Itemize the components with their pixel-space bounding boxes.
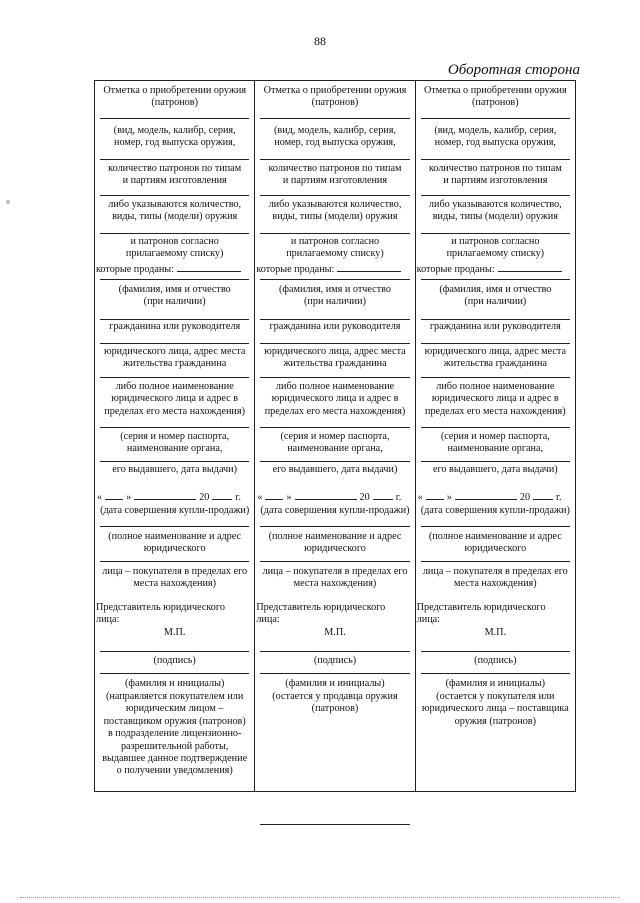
signature-caption: (подпись) (474, 655, 517, 666)
destination-note: оружия (патронов) (454, 715, 536, 727)
full-name-hint: юридического лица и адрес в (431, 393, 559, 405)
signature-line[interactable] (100, 651, 249, 652)
weapon-field-line[interactable] (100, 118, 249, 119)
destination-note: выдавшее данное подтверждение (102, 753, 248, 764)
date-month-field[interactable] (134, 490, 196, 500)
destination-note: (остается у продавца оружия (272, 691, 398, 702)
purchase-mark-column-2 (254, 81, 414, 791)
full-name-hint: либо полное наименование (436, 381, 555, 392)
passport-hint: (серия и номер паспорта, (280, 431, 390, 442)
sale-date-caption: (дата совершения купли-продажи) (420, 505, 570, 516)
list-field-line[interactable] (421, 233, 570, 234)
org-line[interactable] (421, 561, 570, 562)
quantity-hint: и партиям изготовления (282, 175, 388, 187)
quantity-hint: и партиям изготовления (443, 175, 548, 187)
destination-note: (патронов) (311, 703, 359, 715)
buyer-name-line[interactable] (421, 319, 570, 320)
column-title: Отметка о приобретении оружия (423, 85, 567, 96)
destination-note: юридического лица – поставщика (421, 703, 569, 715)
passport-line[interactable] (260, 427, 409, 428)
date-open-quote: « (257, 492, 263, 503)
legal-address-hint: юридического лица, адрес места (424, 346, 567, 357)
quantity-hint: количество патронов по типам (108, 163, 242, 174)
buyer-name-line[interactable] (260, 319, 409, 320)
destination-note: (остается у покупателя или (436, 691, 555, 702)
org-line[interactable] (100, 526, 249, 527)
date-year-suffix: г. (235, 492, 241, 503)
date-open-quote: « (97, 492, 103, 503)
date-close-quote: » (126, 492, 132, 503)
legal-address-hint: юридического лица, адрес места (264, 346, 406, 357)
representative-label: Представитель юридического (256, 602, 386, 613)
date-year-suffix: г. (556, 492, 562, 503)
signature-caption: (подпись) (153, 655, 196, 666)
weapon-field-line[interactable] (421, 159, 570, 160)
column-title: Отметка о приобретении оружия (263, 85, 407, 96)
sold-to-input-line[interactable] (498, 261, 562, 272)
seal-mark: М.П. (163, 627, 186, 638)
weapon-field-line[interactable] (100, 159, 249, 160)
org-hint: юридического (464, 543, 527, 555)
purchase-mark-column-3 (415, 81, 575, 791)
list-field-line[interactable] (100, 233, 249, 234)
passport-hint: (серия и номер паспорта, (120, 431, 230, 442)
full-name-hint: пределах его места нахождения) (104, 405, 245, 417)
buyer-address-line[interactable] (421, 343, 570, 344)
representative-label: лица: (256, 614, 280, 626)
sold-to-label (256, 261, 412, 276)
org-line[interactable] (421, 526, 570, 527)
initials-line[interactable] (421, 673, 570, 674)
initials-line[interactable] (100, 673, 249, 674)
date-month-field[interactable] (455, 490, 517, 500)
representative-label: лица: (416, 614, 440, 626)
org-hint: юридического (304, 543, 366, 555)
passport-line[interactable] (421, 427, 570, 428)
date-year-prefix: 20 (199, 492, 210, 503)
legal-address-hint: жительства гражданина (443, 358, 547, 370)
buyer-name-line[interactable] (100, 319, 249, 320)
passport-hint: наименование органа, (287, 443, 383, 455)
name-hint: (при наличии) (304, 296, 366, 308)
org-line[interactable] (260, 526, 409, 527)
date-year-field[interactable] (373, 490, 393, 500)
citizen-or-head: гражданина или руководителя (269, 321, 401, 332)
purchase-mark-column-1 (95, 81, 254, 791)
weapon-field-line[interactable] (260, 118, 409, 119)
full-name-hint: юридического лица и адрес в (111, 393, 239, 405)
org-hint: (полное наименование и адрес (428, 531, 562, 542)
buyer-hint: лица – покупателя в пределах его (262, 566, 408, 577)
either-hint: виды, типы (модели) оружия (432, 211, 558, 223)
date-close-quote: » (446, 492, 452, 503)
quantity-field-line[interactable] (100, 195, 249, 196)
buyer-hint: места нахождения) (454, 578, 537, 590)
column-title: Отметка о приобретении оружия (103, 85, 247, 96)
scan-edge (20, 897, 620, 898)
date-year-field[interactable] (533, 490, 553, 500)
sold-to-label (417, 261, 573, 276)
representative-label: Представитель юридического (96, 602, 225, 613)
passport-hint: наименование органа, (126, 443, 223, 455)
page-number: 88 (314, 34, 326, 48)
passport-line[interactable] (260, 461, 409, 462)
destination-note: юридическим лицом – (125, 703, 224, 715)
buyer-hint: лица – покупателя в пределах его (422, 566, 568, 577)
org-line[interactable] (260, 561, 409, 562)
list-hint: прилагаемому списку) (286, 248, 384, 260)
passport-line[interactable] (100, 461, 249, 462)
full-name-hint: либо полное наименование (275, 381, 395, 392)
sale-date-row (96, 490, 252, 504)
org-hint: юридического (143, 543, 206, 555)
list-hint: прилагаемому списку) (446, 248, 545, 260)
weapon-hint: номер, год выпуска оружия, (274, 137, 396, 149)
date-year-suffix: г. (395, 492, 402, 503)
initials-caption: (фамилия и инициалы) (285, 678, 385, 689)
destination-note: (направляется покупателем или (106, 691, 244, 702)
buyer-name-line[interactable] (100, 279, 249, 280)
column-title: (патронов) (311, 97, 359, 109)
name-hint: (при наличии) (464, 296, 527, 308)
name-hint: (фамилия, имя и отчество (118, 284, 231, 295)
destination-note: поставщиком оружия (патронов) (103, 715, 246, 727)
issued-by-hint: его выдавшего, дата выдачи) (432, 464, 558, 475)
weapon-hint: (вид, модель, калибр, серия, (274, 125, 396, 136)
sold-to-label (96, 261, 252, 276)
bottom-rule (260, 824, 410, 825)
quantity-hint: и партиям изготовления (122, 175, 227, 187)
destination-note: в подразделение лицензионно- (107, 728, 242, 740)
name-hint: (фамилия, имя и отчество (439, 284, 552, 295)
destination-note: о получении уведомления) (116, 765, 233, 777)
list-hint: и патронов согласно (290, 236, 380, 247)
passport-hint: наименование органа, (447, 443, 544, 455)
org-hint: (полное наименование и адрес (268, 531, 402, 542)
signature-line[interactable] (260, 651, 409, 652)
either-hint: виды, типы (модели) оружия (272, 211, 398, 223)
issued-by-hint: его выдавшего, дата выдачи) (272, 464, 398, 475)
citizen-or-head: гражданина или руководителя (109, 321, 241, 332)
buyer-name-line[interactable] (421, 279, 570, 280)
sale-date-row (417, 490, 573, 504)
buyer-hint: места нахождения) (133, 578, 216, 590)
weapon-field-line[interactable] (260, 159, 409, 160)
name-hint: (фамилия, имя и отчество (279, 284, 391, 295)
seal-mark: М.П. (484, 627, 507, 638)
full-name-hint: юридического лица и адрес в (271, 393, 399, 405)
date-day-field[interactable] (105, 490, 123, 500)
weapon-hint: номер, год выпуска оружия, (114, 137, 236, 149)
sold-to-text: которые проданы: (96, 264, 174, 275)
initials-caption: (фамилия и инициалы) (124, 678, 225, 689)
representative-label: лица: (96, 614, 120, 626)
initials-caption: (фамилия и инициалы) (445, 678, 545, 689)
buyer-address-line[interactable] (260, 343, 409, 344)
legal-address-hint: жительства гражданина (123, 358, 227, 370)
date-year-prefix: 20 (359, 492, 370, 503)
weapon-hint: (вид, модель, калибр, серия, (434, 125, 557, 136)
column-title: (патронов) (472, 97, 519, 109)
buyer-name-line[interactable] (260, 279, 409, 280)
sold-to-text: которые проданы: (416, 264, 495, 275)
buyer-hint: лица – покупателя в пределах его (102, 566, 248, 577)
full-name-hint: либо полное наименование (115, 381, 234, 392)
list-hint: и патронов согласно (130, 236, 219, 247)
reverse-side-caption: Оборотная сторона (447, 62, 580, 78)
either-hint: либо указываются количество, (108, 199, 242, 210)
purchase-mark-table (94, 80, 576, 792)
full-name-hint: пределах его места нахождения) (264, 405, 406, 417)
sold-to-input-line[interactable] (177, 261, 241, 272)
passport-line[interactable] (421, 461, 570, 462)
sold-to-input-line[interactable] (337, 261, 401, 272)
issued-by-hint: его выдавшего, дата выдачи) (112, 464, 238, 475)
org-line[interactable] (100, 561, 249, 562)
date-day-field[interactable] (265, 490, 283, 500)
name-hint: (при наличии) (143, 296, 206, 308)
column-title: (патронов) (151, 97, 198, 109)
buyer-hint: места нахождения) (293, 578, 377, 590)
signature-caption: (подпись) (313, 655, 357, 666)
passport-line[interactable] (100, 427, 249, 428)
weapon-hint: номер, год выпуска оружия, (434, 137, 556, 149)
sale-date-row (256, 490, 412, 504)
quantity-field-line[interactable] (260, 195, 409, 196)
date-day-field[interactable] (426, 490, 444, 500)
date-month-field[interactable] (295, 490, 357, 500)
quantity-hint: количество патронов по типам (268, 163, 402, 174)
buyer-address-line[interactable] (260, 377, 409, 378)
list-hint: прилагаемому списку) (125, 248, 224, 260)
destination-note: разрешительной работы, (120, 740, 229, 752)
seal-mark: М.П. (324, 627, 346, 638)
sold-to-text: которые проданы: (256, 264, 335, 275)
sale-date-caption: (дата совершения купли-продажи) (100, 505, 250, 516)
initials-line[interactable] (260, 673, 409, 674)
quantity-hint: количество патронов по типам (428, 163, 562, 174)
date-year-field[interactable] (212, 490, 232, 500)
buyer-address-line[interactable] (100, 343, 249, 344)
representative-label: Представитель юридического (416, 602, 546, 613)
quantity-field-line[interactable] (421, 195, 570, 196)
legal-address-hint: юридического лица, адрес места (103, 346, 246, 357)
scan-dot (6, 200, 10, 204)
passport-hint: (серия и номер паспорта, (440, 431, 550, 442)
org-hint: (полное наименование и адрес (108, 531, 242, 542)
full-name-hint: пределах его места нахождения) (425, 405, 566, 417)
buyer-address-line[interactable] (100, 377, 249, 378)
date-year-prefix: 20 (519, 492, 531, 503)
buyer-address-line[interactable] (421, 377, 570, 378)
date-close-quote: » (286, 492, 292, 503)
list-hint: и патронов согласно (451, 236, 540, 247)
either-hint: виды, типы (модели) оружия (112, 211, 238, 223)
weapon-hint: (вид, модель, калибр, серия, (113, 125, 236, 136)
legal-address-hint: жительства гражданина (283, 358, 387, 370)
weapon-field-line[interactable] (421, 118, 570, 119)
citizen-or-head: гражданина или руководителя (429, 321, 561, 332)
signature-line[interactable] (421, 651, 570, 652)
either-hint: либо указываются количество, (428, 199, 562, 210)
sale-date-caption: (дата совершения купли-продажи) (260, 505, 410, 516)
either-hint: либо указываются количество, (268, 199, 402, 210)
date-open-quote: « (417, 492, 423, 503)
list-field-line[interactable] (260, 233, 409, 234)
